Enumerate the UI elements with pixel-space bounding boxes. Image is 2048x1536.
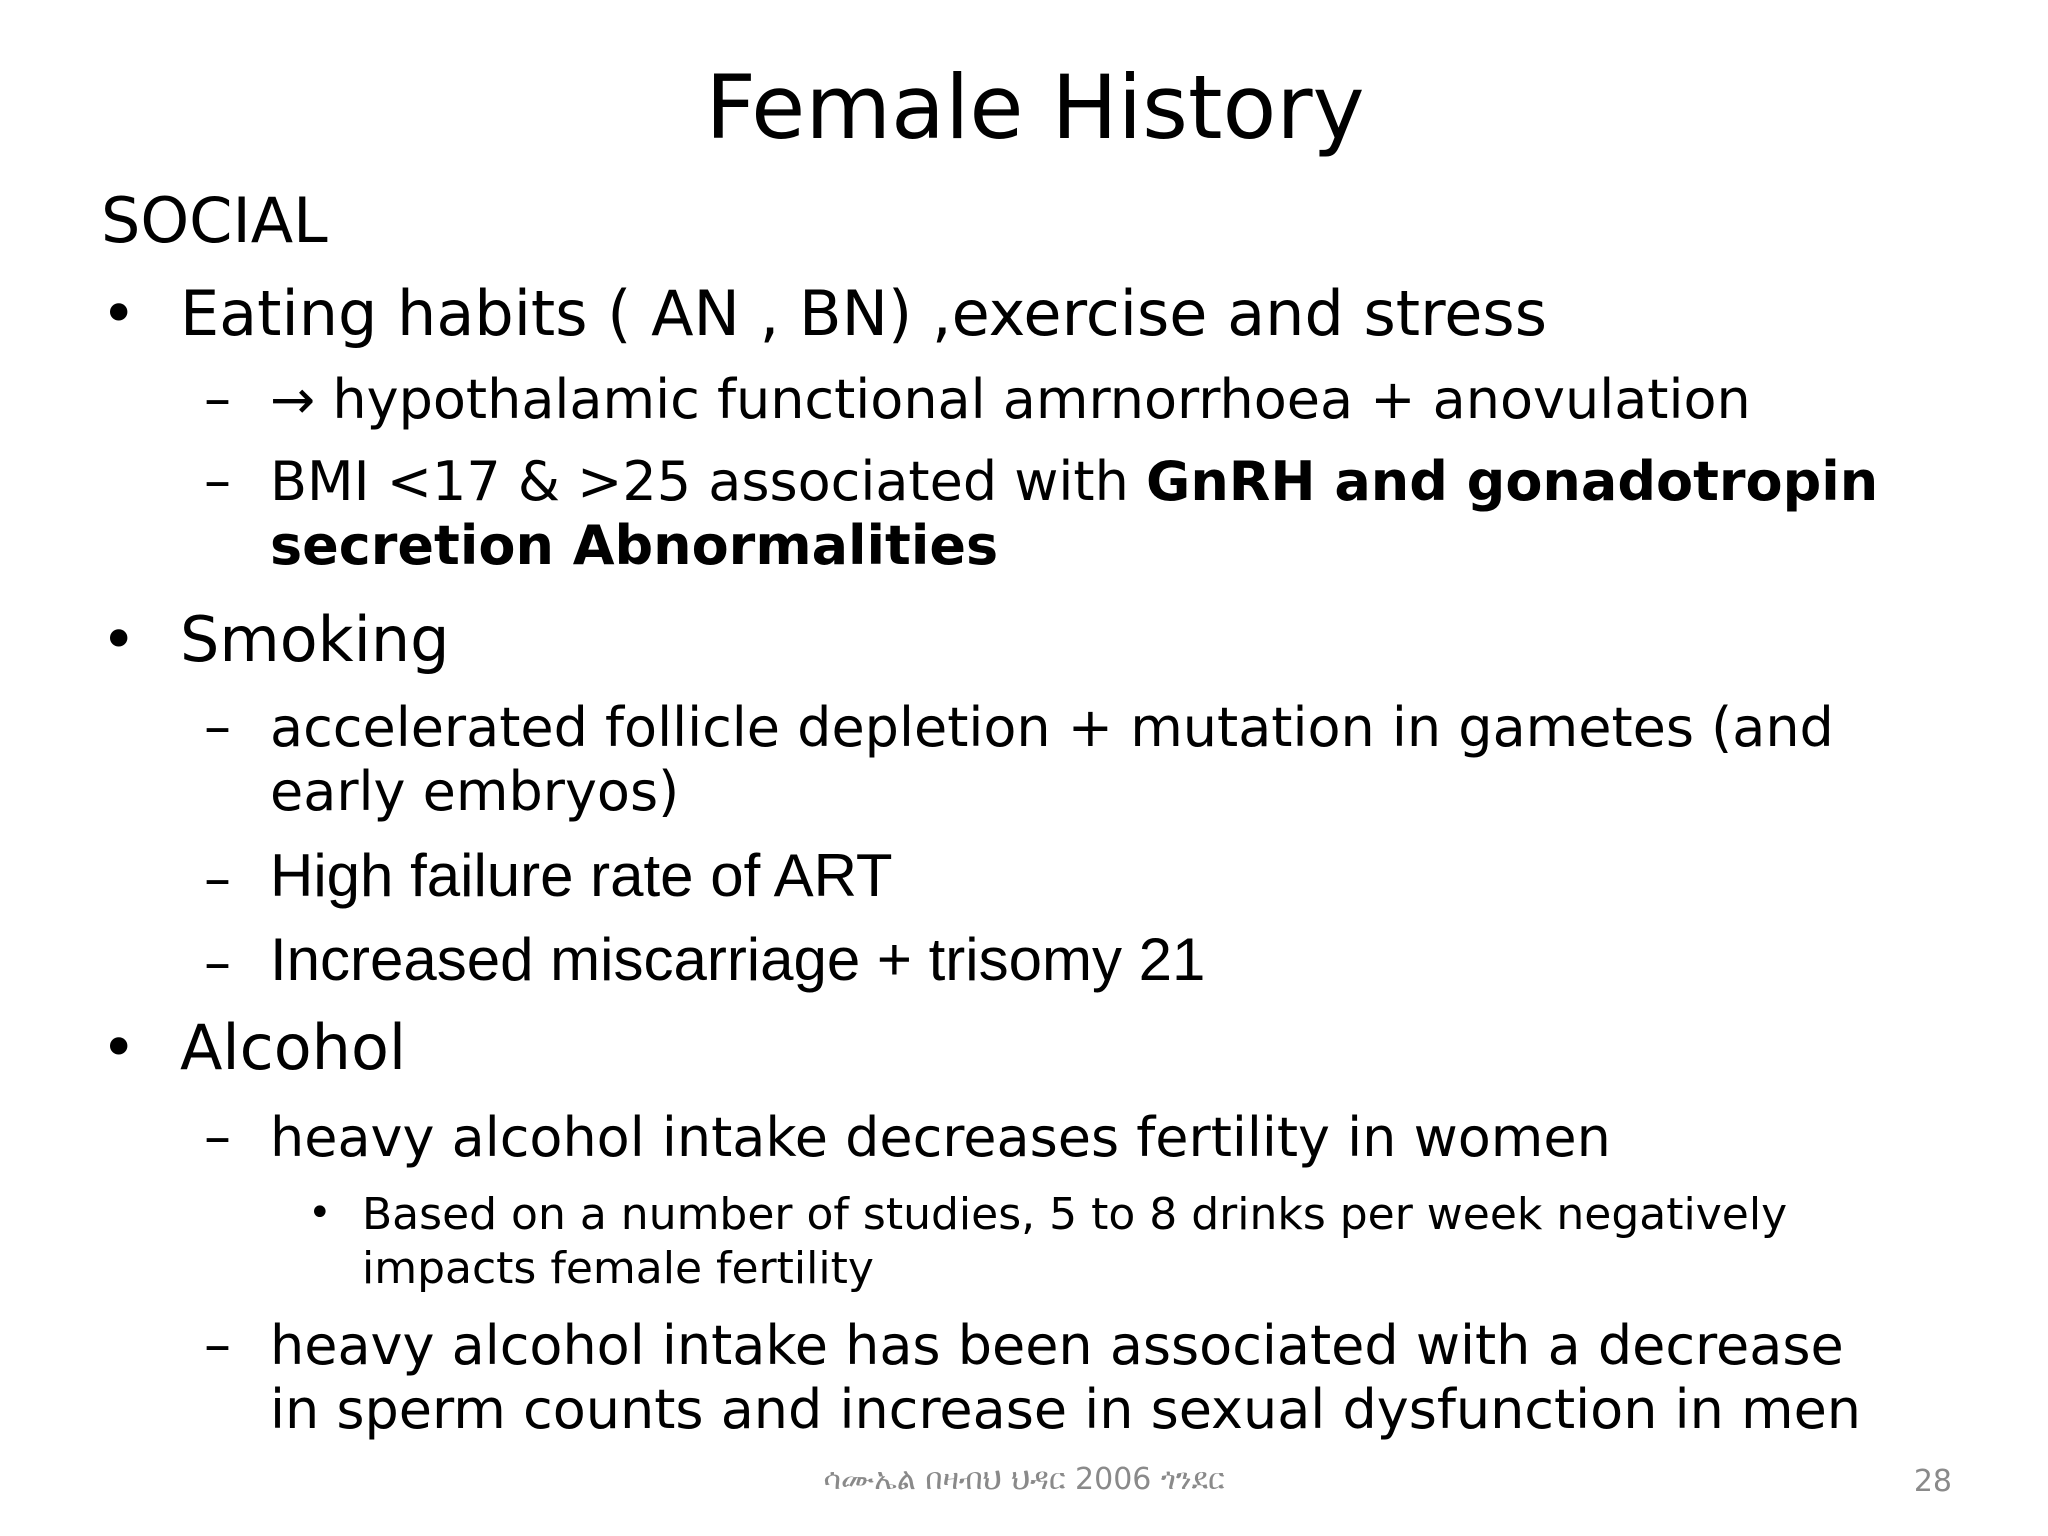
subitem-hypothalamic — [270, 368, 1751, 432]
bullet-alcohol: Alcohol — [180, 1011, 407, 1084]
bullet-marker: • — [101, 605, 137, 675]
dash-marker: – — [204, 695, 231, 758]
subitem-follicle-line1: accelerated follicle depletion + mutation in gametes (and — [270, 696, 1834, 759]
footer-text: ሳሙኤል በዛብህ ህዳር 2006 ጎንደር — [823, 1462, 1225, 1497]
dash-marker: – — [204, 847, 231, 910]
dash-marker: – — [204, 367, 231, 430]
bullet-marker: • — [101, 1013, 137, 1083]
subitem-hypothalamic-text: hypothalamic functional amrnorrhoea + anovulation — [332, 368, 1751, 431]
bullet-eating-habits: Eating habits ( AN , BN) ,exercise and stress — [180, 277, 1547, 350]
subitem-miscarriage: Increased miscarriage + trisomy 21 — [270, 926, 1206, 993]
subbullet-marker: • — [308, 1190, 332, 1236]
subitem-alcohol-men-line2: in sperm counts and increase in sexual dysfunction in men — [270, 1378, 1862, 1441]
subsub-studies-line1: Based on a number of studies, 5 to 8 drinks per week negatively — [362, 1189, 1788, 1240]
subitem-follicle-line2: early embryos) — [270, 760, 680, 823]
subitem-bmi-bold-1: GnRH and gonadotropin — [1146, 450, 1879, 513]
subitem-bmi-line1 — [270, 450, 1878, 514]
subitem-art-failure: High failure rate of ART — [270, 842, 893, 909]
dash-marker: – — [204, 1313, 231, 1376]
subitem-alcohol-women: heavy alcohol intake decreases fertility in women — [270, 1106, 1611, 1169]
bullet-smoking: Smoking — [180, 603, 450, 676]
subitem-alcohol-men-line1: heavy alcohol intake has been associated with a decrease — [270, 1314, 1844, 1377]
dash-marker: – — [204, 1105, 231, 1168]
dash-marker: – — [204, 449, 231, 512]
bullet-marker: • — [101, 279, 137, 349]
subsub-studies-line2: impacts female fertility — [362, 1243, 874, 1294]
section-label: SOCIAL — [101, 184, 328, 257]
dash-marker: – — [204, 931, 231, 994]
subitem-bmi-bold-2: secretion Abnormalities — [270, 514, 999, 577]
arrow-icon: → — [270, 368, 316, 431]
subitem-bmi-prefix: BMI <17 & >25 associated with — [270, 450, 1146, 513]
slide-title: Female History — [705, 56, 1365, 159]
page-number: 28 — [1913, 1464, 1952, 1499]
